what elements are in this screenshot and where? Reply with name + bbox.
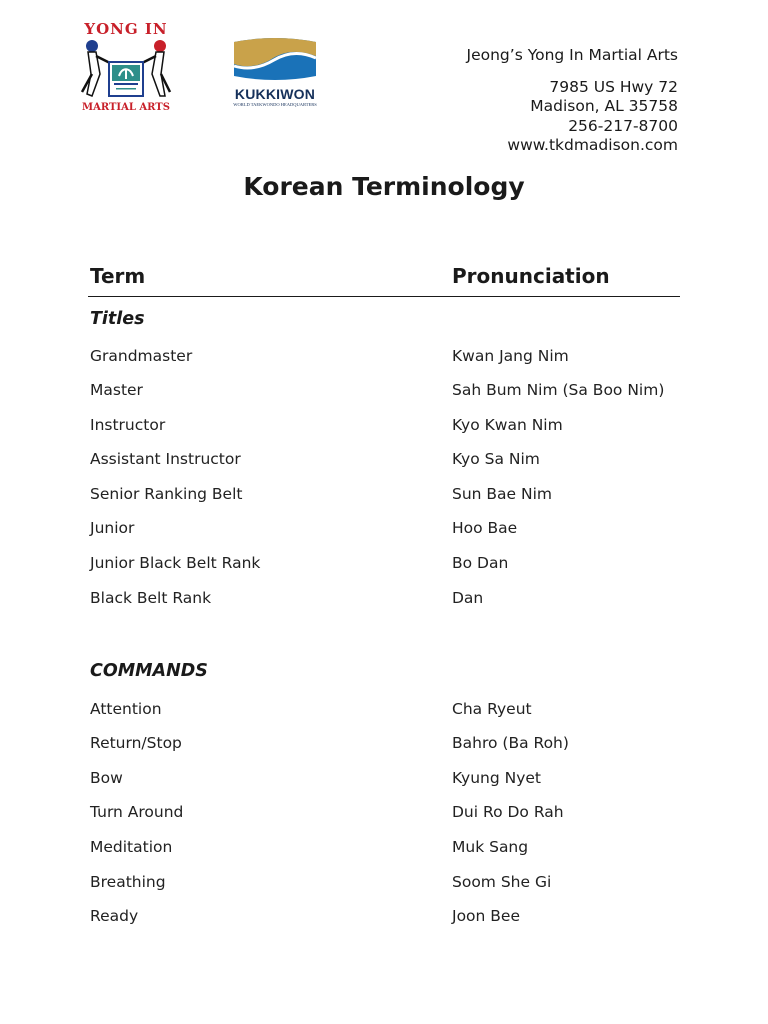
- kukkiwon-subtitle: WORLD TAEKWONDO HEADQUARTERS: [233, 102, 317, 107]
- pronunciation-cell: Joon Bee: [452, 907, 520, 925]
- kukkiwon-logo: [228, 36, 322, 110]
- section-title-commands: COMMANDS: [90, 661, 208, 681]
- term-cell: Junior Black Belt Rank: [90, 554, 261, 572]
- column-header-pronunciation: Pronunciation: [452, 264, 610, 288]
- table-row: [0, 347, 768, 369]
- yong-in-logo: [78, 20, 174, 118]
- table-row: [0, 381, 768, 403]
- address-line-2: Madison, AL 35758: [530, 97, 678, 115]
- fighters-emblem-icon: [78, 34, 174, 104]
- table-row: [0, 700, 768, 722]
- address-block: [467, 46, 678, 156]
- table-row: [0, 416, 768, 438]
- table-row: [0, 803, 768, 825]
- organization-name: Jeong’s Yong In Martial Arts: [466, 46, 678, 64]
- pronunciation-cell: Sun Bae Nim: [452, 485, 553, 503]
- pronunciation-cell: Dui Ro Do Rah: [452, 803, 564, 821]
- term-cell: Instructor: [90, 416, 166, 434]
- kukkiwon-name: KUKKIWON: [234, 86, 316, 102]
- table-row: [0, 873, 768, 895]
- table-row: [0, 589, 768, 611]
- logo-bottom-text: MARTIAL ARTS: [82, 102, 170, 113]
- website-link[interactable]: www.tkdmadison.com: [507, 136, 678, 154]
- pronunciation-cell: Kyung Nyet: [452, 769, 542, 787]
- table-row: [0, 554, 768, 576]
- term-cell: Black Belt Rank: [90, 589, 212, 607]
- term-cell: Return/Stop: [90, 734, 182, 752]
- table-row: [0, 450, 768, 472]
- kukkiwon-flag-icon: [230, 36, 320, 84]
- term-cell: Junior: [90, 519, 135, 537]
- pronunciation-cell: Bahro (Ba Roh): [452, 734, 569, 752]
- table-row: [0, 519, 768, 541]
- pronunciation-cell: Kyo Sa Nim: [452, 450, 540, 468]
- pronunciation-cell: Hoo Bae: [452, 519, 518, 537]
- term-cell: Grandmaster: [90, 347, 193, 365]
- header-divider: [88, 296, 680, 297]
- table-row: [0, 907, 768, 929]
- term-cell: Senior Ranking Belt: [90, 485, 243, 503]
- term-cell: Attention: [90, 700, 162, 718]
- term-cell: Breathing: [90, 873, 166, 891]
- pronunciation-cell: Sah Bum Nim (Sa Boo Nim): [452, 381, 665, 399]
- pronunciation-cell: Cha Ryeut: [452, 700, 532, 718]
- pronunciation-cell: Soom She Gi: [452, 873, 552, 891]
- pronunciation-cell: Bo Dan: [452, 554, 509, 572]
- pronunciation-cell: Kwan Jang Nim: [452, 347, 569, 365]
- pronunciation-cell: Kyo Kwan Nim: [452, 416, 563, 434]
- address-line-1: 7985 US Hwy 72: [549, 77, 678, 96]
- phone-number: 256-217-8700: [568, 116, 678, 135]
- term-cell: Bow: [90, 769, 123, 787]
- term-cell: Assistant Instructor: [90, 450, 241, 468]
- table-row: [0, 769, 768, 791]
- pronunciation-cell: Muk Sang: [452, 838, 529, 856]
- term-cell: Ready: [90, 907, 139, 925]
- logo-top-text: YONG IN: [84, 20, 168, 38]
- table-row: [0, 838, 768, 860]
- table-row: [0, 485, 768, 507]
- pronunciation-cell: Dan: [452, 589, 484, 607]
- table-row: [0, 734, 768, 756]
- term-cell: Turn Around: [90, 803, 184, 821]
- column-header-term: Term: [90, 264, 146, 288]
- term-cell: Meditation: [90, 838, 173, 856]
- term-cell: Master: [90, 381, 143, 399]
- page-title: Korean Terminology: [243, 172, 525, 201]
- section-title-titles: Titles: [90, 309, 145, 329]
